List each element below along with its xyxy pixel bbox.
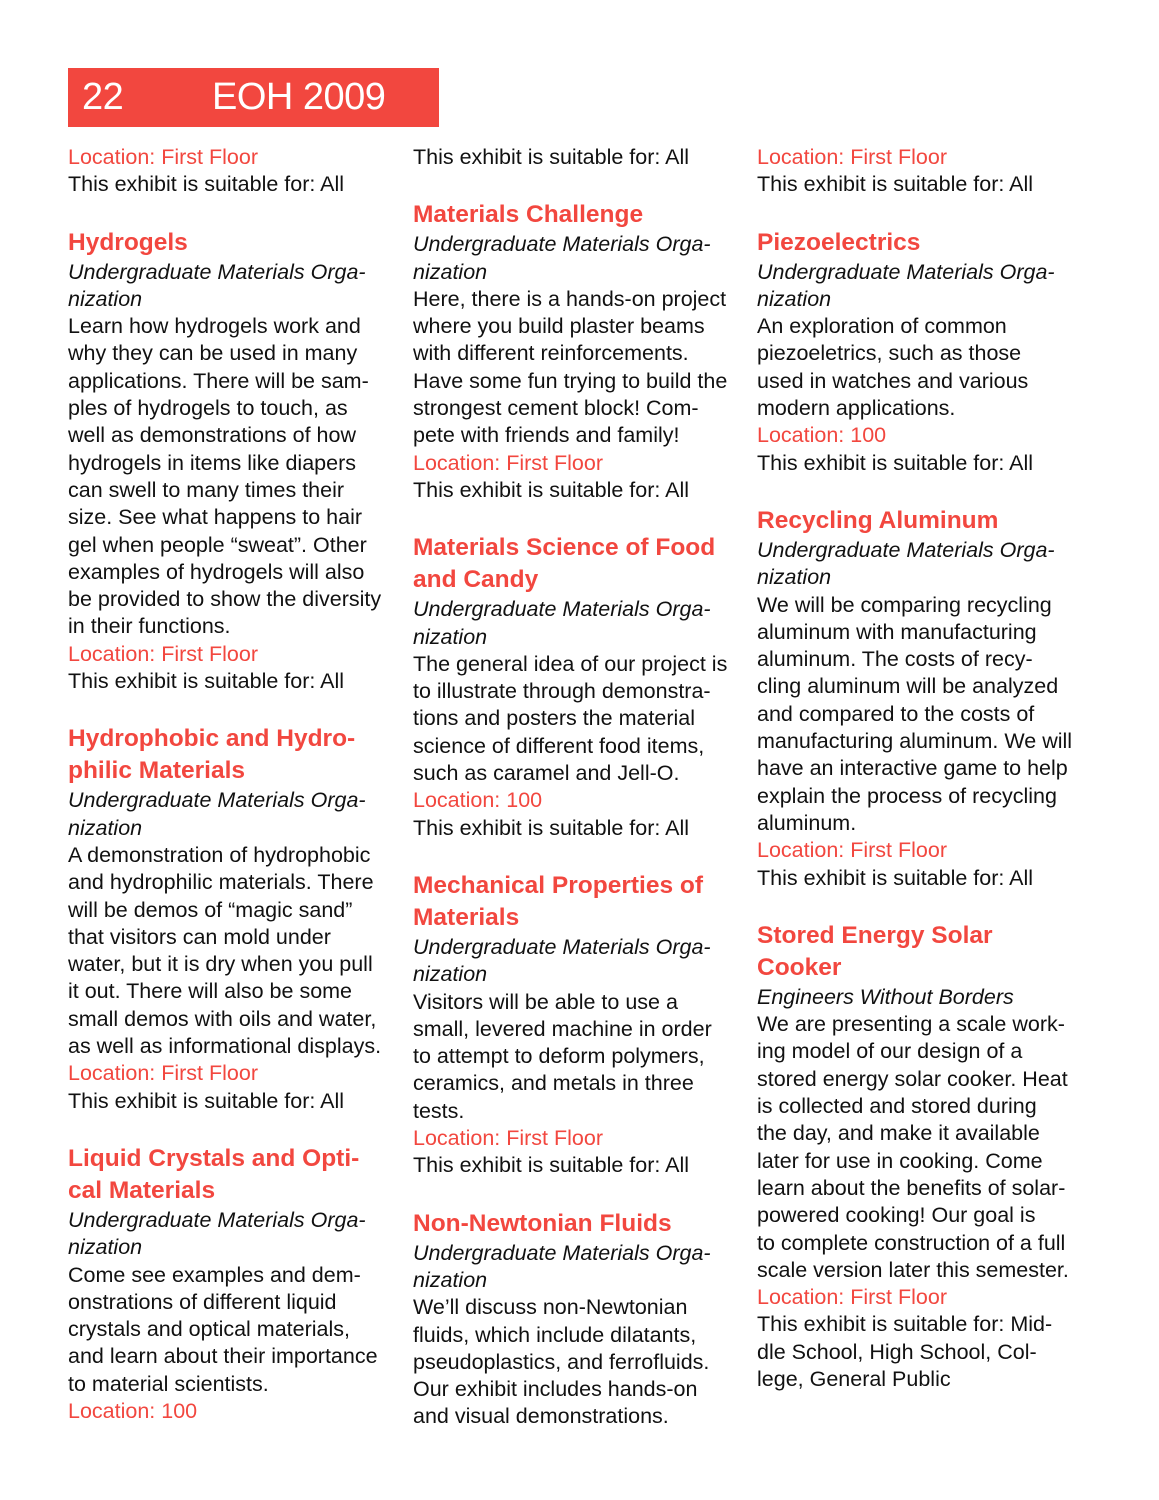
- exhibit-organization: Undergraduate Materials Orga- nization: [413, 597, 711, 649]
- exhibit-recycling-aluminum: [757, 505, 1097, 892]
- exhibit-title: Mechanical Properties of Materials: [413, 871, 704, 931]
- exhibit-title: Piezoelectrics: [757, 228, 921, 256]
- suitability-text: This exhibit is suitable for: Mid- dle School, High School, Col- lege, General Public: [757, 1312, 1053, 1391]
- exhibit-materials-challenge: [413, 199, 753, 504]
- exhibit-title: Materials Challenge: [413, 201, 644, 229]
- column-2: [413, 144, 753, 1431]
- exhibit-organization: Engineers Without Borders: [757, 984, 1014, 1009]
- suitability-text: This exhibit is suitable for: All: [413, 815, 690, 840]
- exhibit-title: Hydrogels: [68, 228, 188, 256]
- exhibit-organization: Undergraduate Materials Orga- nization: [413, 1240, 711, 1292]
- page-header-bar: [68, 68, 439, 127]
- exhibit-title: Hydrophobic and Hydro- philic Materials: [68, 725, 356, 785]
- exhibit-description: A demonstration of hydrophobic and hydrophilic materials. There will be demos of “magic sand” that visitors can mold under water, but it is dry when you pull it out. There will also be some small demos with oils and water, as well as informational displays.: [68, 842, 382, 1059]
- suitability-text: This exhibit is suitable for: All: [413, 1153, 690, 1178]
- suitability-text: This exhibit is suitable for: All: [757, 865, 1034, 890]
- exhibit-organization: Undergraduate Materials Orga- nization: [68, 1207, 366, 1260]
- exhibit-solar-cooker: [757, 920, 1097, 1393]
- exhibit-title: Stored Energy Solar Cooker: [757, 921, 993, 981]
- location-text: Location: First Floor: [413, 450, 603, 475]
- exhibit-title: Non-Newtonian Fluids: [413, 1209, 672, 1237]
- exhibit-organization: Undergraduate Materials Orga- nization: [413, 934, 711, 987]
- location-text: Location: First Floor: [757, 145, 947, 169]
- exhibit-piezoelectrics: [757, 227, 1097, 477]
- exhibit-description: Come see examples and dem- onstrations of different liquid crystals and optical materials, and learn about their importance to material scientists.: [68, 1262, 378, 1396]
- location-text: Location: First Floor: [68, 145, 258, 169]
- location-text: Location: First Floor: [68, 1061, 258, 1086]
- exhibit-organization: Undergraduate Materials Orga- nization: [757, 259, 1055, 311]
- exhibit-description: We will be comparing recycling aluminum with manufacturing aluminum. The costs of recy- cling aluminum will be analyzed and compared to the costs of manufacturing aluminum. We will have an interactive game to help explain the process of recycling aluminum.: [757, 592, 1073, 835]
- location-text: Location: 100: [413, 788, 543, 813]
- suitability-text: This exhibit is suitable for: All: [757, 450, 1034, 475]
- suitability-text: This exhibit is suitable for: All: [413, 477, 690, 502]
- location-text: Location: 100: [757, 423, 887, 448]
- suitability-text: This exhibit is suitable for: All: [68, 669, 345, 694]
- location-text: Location: 100: [68, 1398, 198, 1423]
- exhibit-organization: Undergraduate Materials Orga- nization: [413, 232, 711, 284]
- exhibit-description: The general idea of our project is to illustrate through demonstra- tions and posters the material science of different food items, such as caramel and Jell-O.: [413, 651, 728, 786]
- exhibit-hydrogels: [68, 227, 408, 696]
- exhibit-organization: Undergraduate Materials Orga- nization: [68, 259, 366, 311]
- exhibit-liquid-crystals: [68, 1143, 408, 1425]
- exhibit-non-newtonian: [413, 1208, 753, 1431]
- column-3: [757, 144, 1097, 1393]
- exhibit-description: An exploration of common piezoeletrics, such as those used in watches and various modern applications.: [757, 314, 1029, 421]
- location-text: Location: First Floor: [757, 1285, 947, 1310]
- exhibit-description: Learn how hydrogels work and why they can be used in many applications. There will be sam- ples of hydrogels to touch, as well as demonstrations of how hydrogels in items like diapers can swell to many times their size. See what happens to hair gel when people “sweat”. Other examples of hydrogels will also be provided to show the diversity in their functions.: [68, 314, 382, 639]
- suitability-text: This exhibit is suitable for: All: [413, 145, 690, 169]
- location-text: Location: First Floor: [68, 641, 258, 666]
- exhibit-description: Here, there is a hands-on project where you build plaster beams with different reinforcements. Have some fun trying to build the strongest cement block! Com- pete with friends and family!: [413, 286, 728, 448]
- column-1: [68, 144, 408, 1425]
- exhibit-description: Visitors will be able to use a small, levered machine in order to attempt to deform polymers, ceramics, and metals in three tests.: [413, 989, 712, 1123]
- exhibit-organization: Undergraduate Materials Orga- nization: [757, 537, 1055, 590]
- location-text: Location: First Floor: [757, 838, 947, 863]
- location-text: Location: First Floor: [413, 1126, 603, 1151]
- publication-title: EOH 2009: [212, 76, 386, 118]
- exhibit-title: Recycling Aluminum: [757, 506, 999, 534]
- exhibit-title: Materials Science of Food and Candy: [413, 534, 716, 594]
- exhibit-mechanical-properties: [413, 870, 753, 1180]
- exhibit-organization: Undergraduate Materials Orga- nization: [68, 788, 366, 840]
- exhibit-food-candy: [413, 532, 753, 842]
- exhibit-hydrophobic: [68, 723, 408, 1115]
- suitability-text: This exhibit is suitable for: All: [757, 172, 1034, 197]
- exhibit-title: Liquid Crystals and Opti- cal Materials: [68, 1144, 360, 1204]
- suitability-text: This exhibit is suitable for: All: [68, 1088, 345, 1113]
- exhibit-description: We are presenting a scale work- ing model of our design of a stored energy solar cooker. Heat is collected and stored during the day, and make it available later for use in cooking. Come learn about the benefits of solar- powered cooking! Our goal is to complete construction of a full scale version later this semester.: [757, 1012, 1069, 1282]
- suitability-text: This exhibit is suitable for: All: [68, 172, 345, 197]
- exhibit-description: We’ll discuss non-Newtonian fluids, which include dilatants, pseudoplastics, and ferrofluids. Our exhibit includes hands-on and visual demonstrations.: [413, 1295, 710, 1429]
- page-number: 22: [82, 76, 124, 118]
